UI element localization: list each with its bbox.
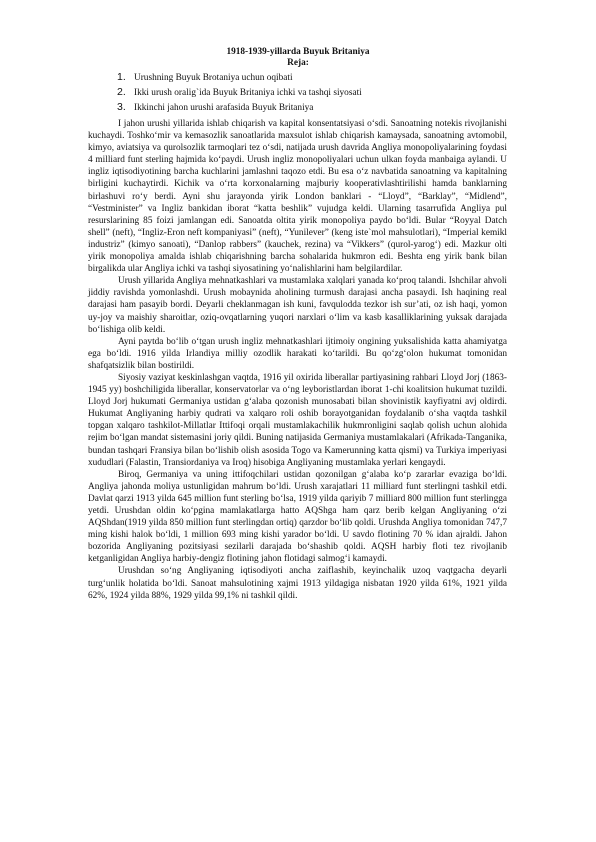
plan-item-text: Ikkinchi jahon urushi arafasida Buyuk Britaniya <box>134 103 314 113</box>
plan-item <box>117 100 517 115</box>
paragraph: Urush yillarida Angliya mehnatkashlari va mustamlaka xalqlari yanada ko‘proq talandi. Ishchilar ahvoli jiddiy ravishda yomonlashdi. Urush mobaynida aholining turmush darajasi ancha pasaydi. Ish haqining real darajasi ham pasayib bordi. Deyarli cheklanmagan ish kuni, favqulodda tezkor ish sur’ati, oz ish haqi, yomon uy-joy va maishiy sharoitlar, oziq-ovqatlarning yuqori narxlari o‘lim va kasb kasalliklarining yuksak darajada bo‘lishiga olib keldi. <box>88 276 507 335</box>
document-title: 1918-1939-yillarda Buyuk Britaniya <box>226 47 370 57</box>
plan-item-text: Ikki urush oralig`ida Buyuk Britaniya ichki va tashqi siyosati <box>134 88 362 98</box>
paragraph: Urushdan so‘ng Angliyaning iqtisodiyoti ancha zaiflashib, keyinchalik uzoq vaqtgacha deyarli turg‘unlik holatida bo‘ldi. Sanoat mahsulotining xajmi 1913 yildagiga nisbatan 1920 yilda 61%, 1921 yilda 62%, 1924 yilda 88%, 1929 yilda 99,1% ni tashkil qildi. <box>88 566 507 601</box>
paragraph: Biroq, Germaniya va uning ittifoqchilari ustidan qozonilgan g‘alaba ko‘p zararlar evaziga bo‘ldi. Angliya jahonda moliya ustunligidan mahrum bo‘ldi. Urush xarajatlari 11 milliard funt sterlingni tashkil etdi. Davlat qarzi 1913 yilda 645 million funt sterling bo‘lsa, 1919 yilda qariyib 7 milliard 800 million funt sterlingga yetdi. Urushdan oldin ko‘pgina mamlakatlarga hatto AQShga ham qarz berib kelgan Angliyaning o‘zi AQShdan(1919 yilda 850 million funt sterlingdan ortiq) qarzdor bo‘lib qoldi. Urushda Angliya tomonidan 747,7 ming kishi halok bo‘ldi, 1 million 693 ming kishi yarador bo‘ldi. U savdo flotining 70 % idan ajraldi. Jahon bozorida Angliyaning pozitsiyasi sezilarli darajada bo‘shashib qoldi. AQSH harbiy floti tez rivojlanib ketganligidan Angliya harbiy-dengiz flotining jahon flotidagi salmog‘i kamaydi. <box>88 469 507 565</box>
plan-item-text: Urushning Buyuk Brotaniya uchun oqibati <box>134 73 293 83</box>
body-text <box>88 118 507 602</box>
plan-item <box>117 70 517 85</box>
plan-heading: Reja: <box>287 58 309 68</box>
plan-item-number: 3. <box>117 101 126 113</box>
paragraph: Ayni paytda bo‘lib o‘tgan urush ingliz mehnatkashlari ijtimoiy ongining yuksalishida katta ahamiyatga ega bo‘ldi. 1916 yilda Irlandiya milliy ozodlik harakati ko‘tarildi. Bu qo‘zg‘olon hukumat tomonidan shafqatsizlik bilan bostirildi. <box>88 336 507 371</box>
plan-list <box>117 70 517 115</box>
paragraph: I jahon urushi yillarida ishlab chiqarish va kapital konsentatsiyasi o‘sdi. Sanoatning notekis rivojlanishi kuchaydi. Toshko‘mir va kemasozlik sanoatlarida maxsulot ishlab chiqarish kamaysada, sanoatning avtomobil, kimyo, aviatsiya va qurolsozlik tarmoqlari tez o‘sdi, natijada urush davrida Angliya monopoliyalarining foydasi 4 milliard funt sterling hajmida ko‘paydi. Urush ingliz monopoliyalari uchun ulkan foyda manbaiga aylandi. U ingliz iqtisodiyotining barcha kuchlarini jamlashni taqozo etdi. Bu esa o‘z navbatida sanoatning va kapitalning birligini kuchaytirdi. Kichik va o‘rta korxonalarning majburiy kooperativlashtirilishi hamda banklarning birlashuvi ro‘y berdi. Ayni shu jarayonda yirik London banklari - “Lloyd”, “Barklay”, “Midlend”, “Vestminister” va Ingliz bankidan iborat “katta beshlik” vujudga keldi. Ularning tasarrufida Angliya pul resurslarining 85 foizi jamlangan edi. Sanoatda oltita yirik monopoliya paydo bo‘ldi. Bular “Royyal Datch shell” (neft), “Ingliz-Eron neft kompaniyasi” (neft), “Yunilever” (keng iste`mol mahsulotlari), “Imperial kemikl industriz” (kimyo sanoati), “Danlop rabbers” (kauchek, rezina) va “Vikkers” (qurol-yarog‘) edi. Mazkur olti yirik monopoliya amalda ishlab chiqarishning barcha sohalarida hukmron edi. Beshta eng yirik bank bilan birgalikda ular Angliya ichki va tashqi siyosatining yo‘nalishlarini ham belgilardilar. <box>88 119 507 275</box>
paragraph: Siyosiy vaziyat keskinlashgan vaqtda, 1916 yil oxirida liberallar partiyasining rahbari Lloyd Jorj (1863-1945 yy) boshchiligida liberallar, konservatorlar va o‘ng leyboristlardan iborat 1-chi koalitsion hukumat tuzildi. Lloyd Jorj hukumati Germaniya ustidan g‘alaba qozonish munosabati bilan shovinistik kayfiyatni avj oldirdi. Hukumat Angliyaning harbiy qudrati va xalqaro roli oshib borayotganidan foydalanib o‘sha vaqtda tashkil topgan xalqaro tashkilot-Millatlar Ittifoqi orqali mustamlakachilik hukmronligini saqlab qolish uchun alohida rejim bo‘lgan mandat sistemasini joriy qildi. Buning natijasida Germaniya mustamlakalari (Afrikada-Tanganika, bundan tashqari Fransiya bilan bo‘lishib olish asosida Togo va Kamerunning katta qismi) va Turkiya imperiyasi xududlari (Falastin, Transiordaniya va Iroq) hisobiga Angliyaning mustamlaka yerlari kengaydi. <box>88 372 507 468</box>
plan-item-number: 1. <box>117 71 126 83</box>
plan-item <box>117 85 517 100</box>
plan-item-number: 2. <box>117 86 126 98</box>
